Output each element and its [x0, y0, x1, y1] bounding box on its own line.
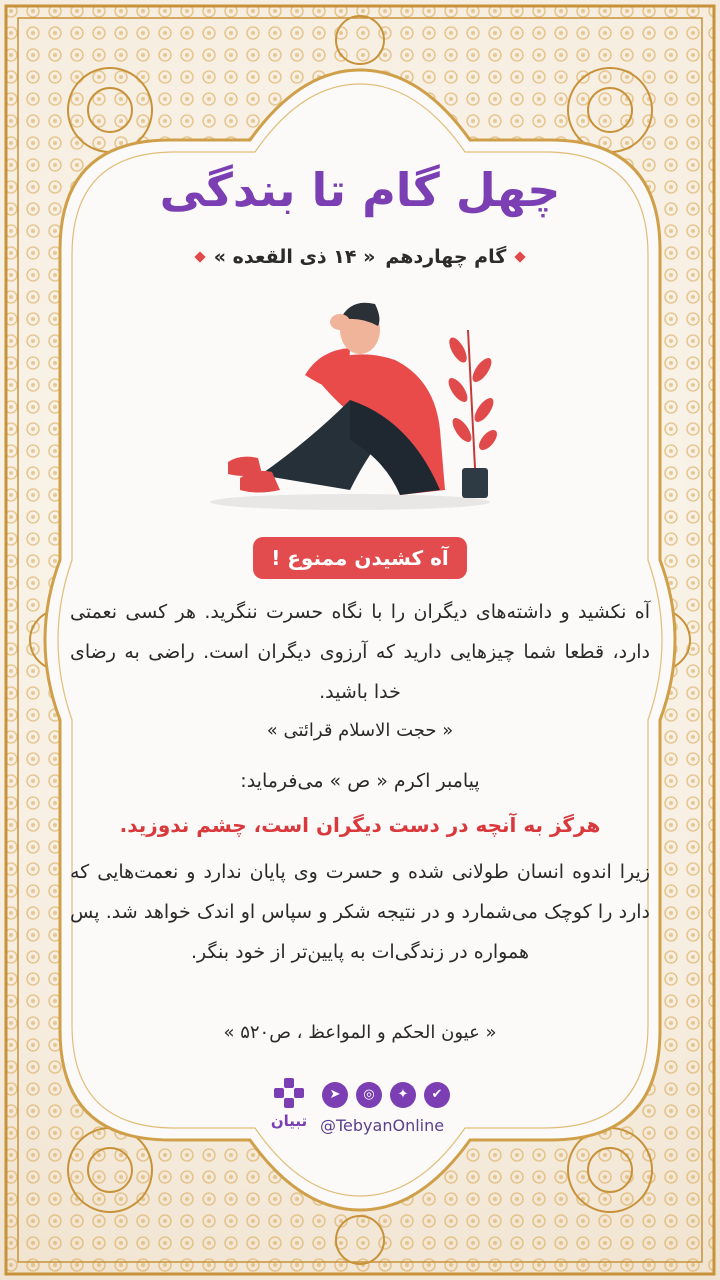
page-title: چهل گام تا بندگی: [159, 163, 561, 217]
citation-2: « عیون الحکم و المواعظ ، ص۵۲۰ »: [223, 1022, 497, 1043]
hadith-text: هرگز به آنچه در دست دیگران است، چشم ندوزید.: [119, 813, 601, 837]
social-handle[interactable]: @TebyanOnline: [320, 1116, 445, 1135]
paragraph-1: آه نکشید و داشته‌های دیگران را با نگاه حسرت ننگرید. هر کسی نعمتی دارد، قطعا شما چیزهایی دارید که آرزوی دیگران است. راضی به رضای خدا باشید.: [70, 601, 650, 703]
verified-icon[interactable]: ✔: [424, 1082, 450, 1108]
topic-badge: آه کشیدن ممنوع !: [253, 537, 467, 579]
subtitle-step: گام چهاردهم: [385, 246, 507, 268]
instagram-icon[interactable]: ◎: [356, 1082, 382, 1108]
header: [60, 160, 660, 268]
diamond-icon: [194, 251, 205, 262]
diamond-icon: [515, 251, 526, 262]
prophet-says: پیامبر اکرم « ص » می‌فرماید:: [240, 770, 480, 792]
logo-text: تبیان: [270, 1112, 308, 1130]
sad-man-illustration: [200, 290, 520, 520]
citation-1: « حجت الاسلام قرائتی »: [266, 720, 454, 741]
tebyan-logo-icon: [272, 1076, 306, 1110]
subtitle-date: « ۱۴ ذی القعده »: [213, 246, 376, 268]
subtitle: [60, 246, 660, 268]
telegram-icon[interactable]: ➤: [322, 1082, 348, 1108]
paragraph-2: زیرا اندوه انسان طولانی شده و حسرت وی پایان ندارد و نعمت‌هایی که دارد را کوچک می‌شمارد و در نتیجه شکر و سپاس او اندک خواهد شد. پس همواره در زندگی‌ات به پایین‌تر از خود بنگر.: [70, 861, 650, 963]
social-icons: [322, 1082, 450, 1108]
footer: [258, 1072, 478, 1142]
twitter-icon[interactable]: ✦: [390, 1082, 416, 1108]
